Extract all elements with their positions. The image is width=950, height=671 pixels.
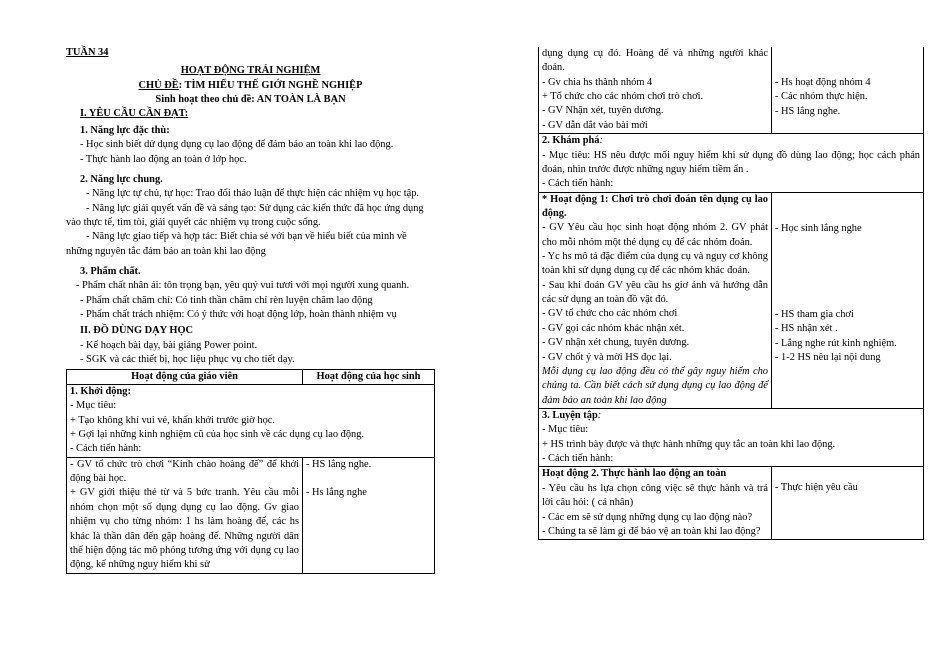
section-2-item: - SGK và các thiết bị, học liệu phục vụ cho tiết dạy. xyxy=(80,354,295,366)
section-1-2-item: - Năng lực tự chủ, tự học: Trao đổi thảo luận để thực hiện các nhiệm vụ học tập. xyxy=(86,188,420,200)
student-cell xyxy=(772,47,924,134)
lesson-title: HOẠT ĐỘNG TRẢI NGHIỆM xyxy=(180,65,321,77)
teacher-step: - GV chốt ý và mời HS đọc lại. xyxy=(542,351,672,363)
teacher-step: - GV nhận xét chung, tuyên dương. xyxy=(542,337,690,349)
student-step: - HS lắng nghe. xyxy=(306,458,372,470)
lesson-subtitle: Sinh hoạt theo chủ đề: AN TOÀN LÀ BẠN xyxy=(155,94,346,106)
activity-2-heading: Hoạt động 2. Thực hành lao động an toàn xyxy=(542,468,727,480)
practice-objective-label: - Mục tiêu: xyxy=(542,424,589,436)
explore-heading: 2. Khám phá xyxy=(542,135,600,147)
activity-1-conclusion: Mỗi dụng cụ lao động đều có thể gây nguy hiểm cho chúng ta. Cần biết cách sử dụng dụng cụ lao động để đảm bảo an toàn khi lao động xyxy=(542,365,768,406)
student-cell xyxy=(772,467,924,540)
warmup-objective-item: + Gợi lại những kinh nghiệm cũ của học sinh về các dụng cụ lao động. xyxy=(70,428,365,440)
teacher-step: - Chúng ta sẽ làm gì để bảo vệ an toàn khi lao động? xyxy=(542,525,761,537)
teacher-step: - GV dẫn dắt vào bài mới xyxy=(542,119,648,131)
teacher-step: + GV giới thiệu thẻ từ và 5 bức tranh. Yêu cầu mỗi nhóm chọn một số dụng dụng cụ lao động. Gv giao nhiệm vụ cho từng nhóm: 1 hs làm hoàng đế, các hs khác là thần dân đến gặp hoàng đế. Những người dân thể hiện động tác mô phỏng tương ứng với dụng cụ lao động, kể những nguy hiểm khi sử xyxy=(70,487,299,571)
practice-objective-item: + HS trình bày được và thực hành những quy tắc an toàn khi lao động. xyxy=(542,438,836,450)
student-step: - Thực hiện yêu cầu xyxy=(775,482,858,494)
teacher-step: dụng dụng cụ đó. Hoàng đế và những người khác đoán. xyxy=(542,48,768,74)
topic-line xyxy=(66,79,435,93)
student-step: - Hs hoạt động nhóm 4 xyxy=(775,77,871,88)
student-step: - HS lắng nghe. xyxy=(775,105,841,117)
section-2-heading: II. ĐỒ DÙNG DẠY HỌC xyxy=(80,325,194,337)
teacher-step: - GV Yêu cầu học sinh hoạt động nhóm 2. GV phát cho mỗi nhóm một thẻ dụng cụ để các nhóm đoán. xyxy=(542,222,768,248)
teacher-step: - Yc hs mô tả đặc điểm của dụng cụ và nguy cơ không toàn khi sử dụng dụng cụ để các nhóm khác đoán. xyxy=(542,251,768,277)
teacher-cell xyxy=(67,457,303,573)
section-1-2-heading: 2. Năng lực chung. xyxy=(80,173,163,185)
header-student: Hoạt động của học sinh xyxy=(303,369,435,384)
activity-table-left xyxy=(66,369,435,574)
warmup-section xyxy=(67,384,435,457)
warmup-objective-label: - Mục tiêu: xyxy=(70,400,117,412)
explore-objective: - Mục tiêu: HS nêu được mối nguy hiểm khi sử dụng đồ dùng lao động; học cách phán đoán, nhìn trước được những nguy hiểm tiềm ẩn . xyxy=(542,149,920,175)
teacher-step: - Gv chia hs thành nhóm 4 xyxy=(542,76,653,88)
student-step: - HS nhận xét . xyxy=(775,323,838,335)
student-step: - HS tham gia chơi xyxy=(775,308,854,320)
section-1-1-item: - Học sinh biết dử dụng dụng cụ lao động để đảm bảo an toàn khi lao động. xyxy=(80,139,394,151)
student-step: - Các nhóm thực hiện. xyxy=(775,91,868,103)
warmup-procedure-label: - Cách tiến hành: xyxy=(70,443,142,455)
student-step: - 1-2 HS nêu lại nội dung xyxy=(775,352,881,364)
section-1-3-item: - Phẩm chất trách nhiệm: Có ý thức với hoạt động lớp, hoàn thành nhiệm vụ xyxy=(80,309,397,321)
student-step: - Học sinh lắng nghe xyxy=(775,222,862,234)
teacher-cell xyxy=(539,47,772,134)
teacher-step: - GV tổ chức trò chơi “Kính chào hoàng đế” để khởi động bài học. xyxy=(70,458,299,485)
teacher-step: - Sau khi đoán GV yêu cầu hs giơ ảnh và hướng dẫn các sử dụng an toàn đồ vật đó. xyxy=(542,279,768,306)
topic-text: : TÌM HIỂU THẾ GIỚI NGHỀ NGHIỆP xyxy=(178,79,363,91)
practice-heading-line xyxy=(542,409,920,423)
activity-table-right xyxy=(538,47,924,540)
warmup-heading: 1. Khởi động: xyxy=(70,385,131,397)
student-step: - Hs lắng nghe xyxy=(306,487,367,499)
practice-procedure-label: - Cách tiến hành: xyxy=(542,453,614,465)
teacher-step: - Yêu cầu hs lựa chọn công việc sẽ thực hành và trả lời câu hỏi: ( cá nhân) xyxy=(542,482,768,509)
week-label: TUẦN 34 xyxy=(66,47,109,58)
section-1-3-item: - Phẩm chất nhân ái: tôn trọng bạn, yêu quý vui tươi với mọi người xung quanh. xyxy=(76,280,410,292)
practice-section xyxy=(539,408,924,466)
teacher-step: + Tổ chức cho các nhóm chơi trò chơi. xyxy=(542,91,704,103)
explore-section xyxy=(539,134,924,192)
explore-heading-line xyxy=(542,134,920,148)
section-1-3-heading: 3. Phẩm chất. xyxy=(80,266,141,278)
right-column xyxy=(538,0,924,540)
student-step: - Lắng nghe rút kinh nghiệm. xyxy=(775,337,897,349)
teacher-cell xyxy=(539,467,772,540)
header-teacher: Hoạt động của giáo viên xyxy=(67,369,303,384)
section-1-3-item: - Phẩm chất chăm chỉ: Có tinh thần chăm chỉ rèn luyện chăm lao động xyxy=(80,294,373,306)
topic-label: CHỦ ĐỀ xyxy=(138,79,179,91)
teacher-step: - GV Nhận xét, tuyên dương. xyxy=(542,105,664,117)
section-1-heading: I. YÊU CẦU CẦN ĐẠT: xyxy=(80,108,189,120)
explore-colon: : xyxy=(599,135,603,147)
activity-1-heading: * Hoạt động 1: Chơi trò chơi đoán tên dụng cụ lao động. xyxy=(542,193,768,219)
warmup-objective-item: + Tạo không khí vui vẻ, khấn khởi trước giờ học. xyxy=(70,414,275,426)
teacher-step: - GV gọi các nhóm khác nhận xét. xyxy=(542,322,685,334)
practice-colon: : xyxy=(597,409,602,421)
explore-procedure-label: - Cách tiến hành: xyxy=(542,178,614,190)
student-cell xyxy=(772,192,924,408)
section-2-item: - Kế hoạch bài dạy, bài giảng Power point. xyxy=(80,339,258,351)
teacher-step: - Các em sẽ sử dụng những dụng cụ lao động nào? xyxy=(542,511,753,523)
teacher-cell xyxy=(539,192,772,408)
section-1-2-item: - Năng lực giao tiếp và hợp tác: Biết chia sẻ với bạn về hiểu biết của mình về những nguyên tắc đảm bảo an toàn khi lao động xyxy=(66,231,407,257)
practice-heading: 3. Luyện tập xyxy=(542,409,598,421)
section-1-2-item: - Năng lực giải quyết vấn đề và sáng tạo: Sử dụng các kiến thức đã học ứng dụng vào thực tế, tìm tòi, giải quyết các nhiệm vụ trong cuộc sống. xyxy=(66,202,424,228)
section-1-1-heading: 1. Năng lực đặc thù: xyxy=(80,124,170,136)
left-column xyxy=(66,0,435,574)
student-cell xyxy=(303,457,435,573)
teacher-step: - GV tổ chức cho các nhóm chơi xyxy=(542,308,678,320)
section-1-1-item: - Thực hành lao động an toàn ở lớp học. xyxy=(80,153,247,165)
